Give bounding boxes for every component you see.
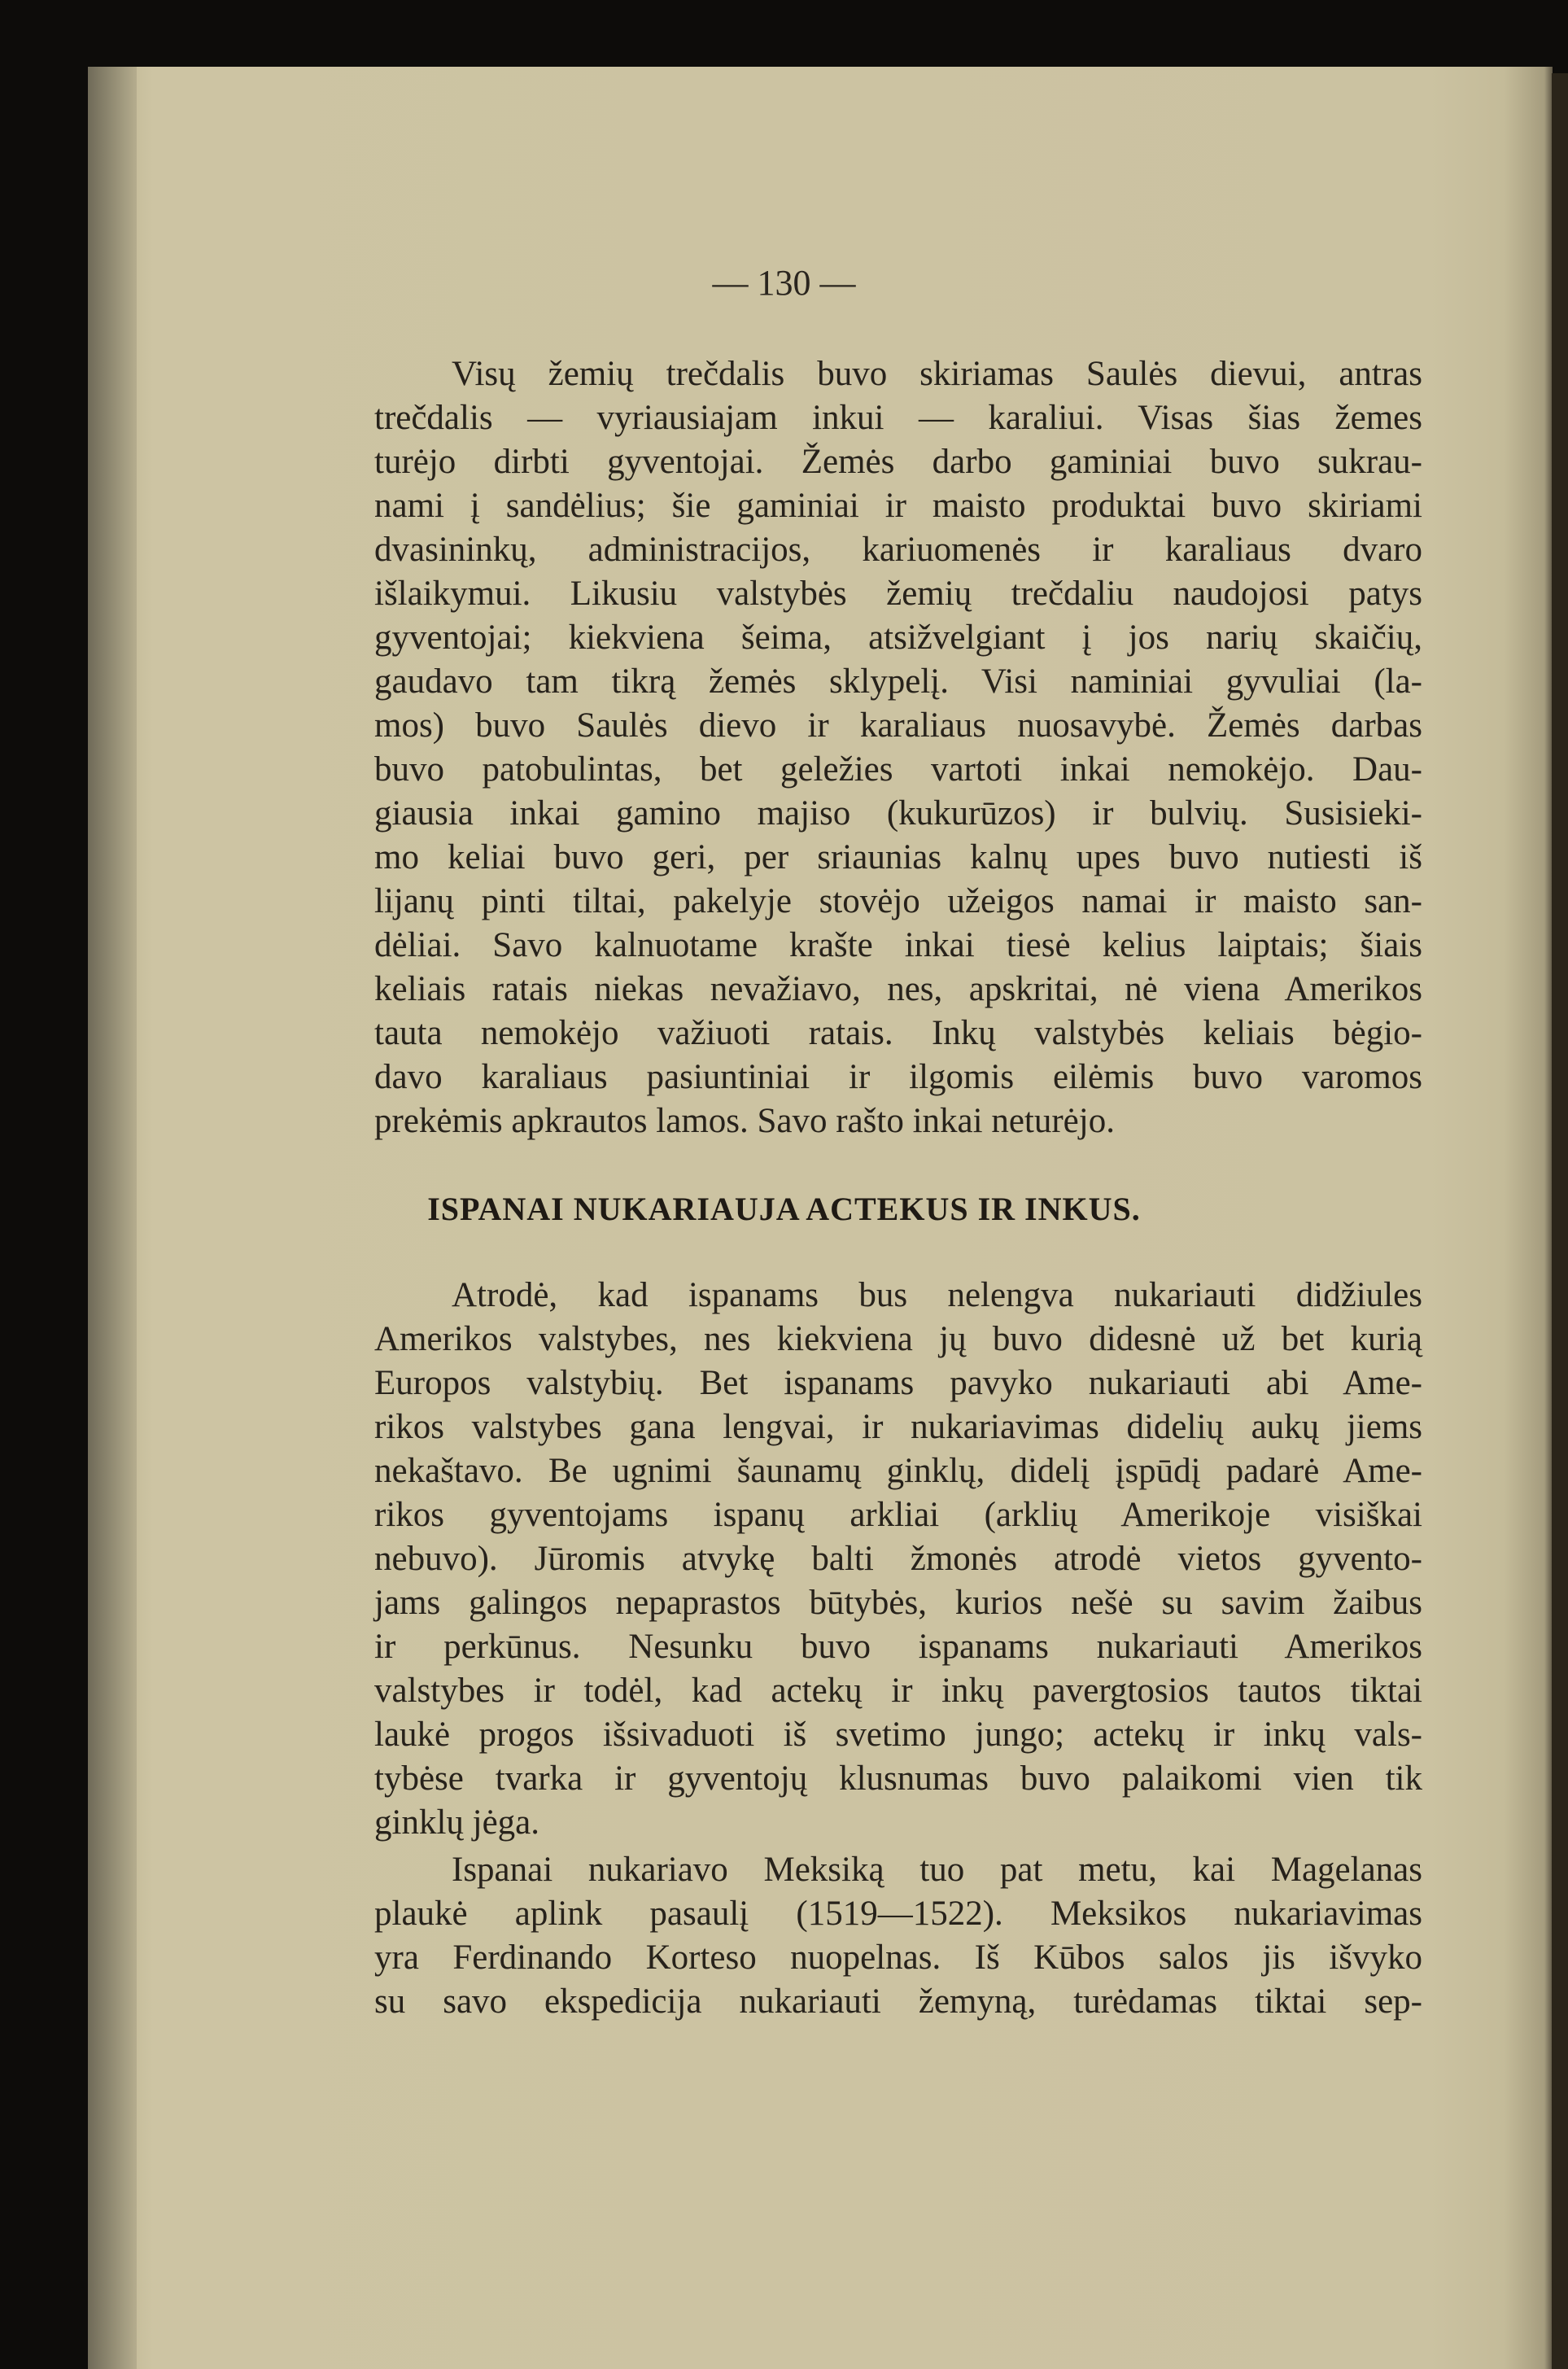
text-line: turėjo dirbti gyventojai. Žemės darbo gaminiai buvo sukrau- <box>374 443 1422 481</box>
text-line: yra Ferdinando Korteso nuopelnas. Iš Kūbos salos jis išvyko <box>374 1938 1422 1977</box>
text-line: Europos valstybių. Bet ispanams pavyko nukariauti abi Ame- <box>374 1364 1422 1402</box>
text-line: valstybes ir todėl, kad actekų ir inkų pavergtosios tautos tiktai <box>374 1672 1422 1710</box>
text-line: prekėmis apkrautos lamos. Savo rašto inkai neturėjo. <box>374 1102 1115 1140</box>
text-line: gyventojai; kiekviena šeima, atsižvelgiant į jos narių skaičių, <box>374 618 1422 657</box>
text-line: su savo ekspedicija nukariauti žemyną, turėdamas tiktai sep- <box>374 1982 1422 2021</box>
text-line: davo karaliaus pasiuntiniai ir ilgomis eilėmis buvo varomos <box>374 1058 1422 1096</box>
text-line: giausia inkai gamino majiso (kukurūzos) ir bulvių. Susisieki- <box>374 794 1422 833</box>
text-line: ir perkūnus. Nesunku buvo ispanams nukariauti Amerikos <box>374 1628 1422 1666</box>
text-line: trečdalis — vyriausiajam inkui — karaliui. Visas šias žemes <box>374 399 1422 437</box>
page-number: — 130 — <box>712 263 856 303</box>
text-line: Visų žemių trečdalis buvo skiriamas Saulės dievui, antras <box>452 355 1422 393</box>
text-line: buvo patobulintas, bet geležies vartoti inkai nemokėjo. Dau- <box>374 750 1422 789</box>
text-line: išlaikymui. Likusiu valstybės žemių trečdaliu naudojosi patys <box>374 575 1422 613</box>
text-line: Ispanai nukariavo Meksiką tuo pat metu, kai Magelanas <box>452 1851 1422 1889</box>
text-line: lijanų pinti tiltai, pakelyje stovėjo užeigos namai ir maisto san- <box>374 882 1422 920</box>
paragraph-mexico-conquest <box>374 1848 1422 2024</box>
text-line: Amerikos valstybes, nes kiekviena jų buvo didesnė už bet kurią <box>374 1320 1422 1358</box>
text-line: laukė progos išsivaduoti iš svetimo jungo; actekų ir inkų vals- <box>374 1716 1422 1754</box>
text-line: tauta nemokėjo važiuoti ratais. Inkų valstybės keliais bėgio- <box>374 1014 1422 1052</box>
text-line: rikos gyventojams ispanų arkliai (arklių Amerikoje visiškai <box>374 1496 1422 1534</box>
text-line: gaudavo tam tikrą žemės sklypelį. Visi naminiai gyvuliai (la- <box>374 662 1422 701</box>
text-line: dėliai. Savo kalnuotame krašte inkai tiesė kelius laiptais; šiais <box>374 926 1422 964</box>
text-line: mo keliai buvo geri, per sriaunias kalnų upes buvo nutiesti iš <box>374 838 1422 876</box>
text-line: tybėse tvarka ir gyventojų klusnumas buvo palaikomi vien tik <box>374 1759 1422 1798</box>
paragraph-spanish-conquest <box>374 1274 1422 1845</box>
text-line: nebuvo). Jūromis atvykę balti žmonės atrodė vietos gyvento- <box>374 1540 1422 1578</box>
text-line: ginklų jėga. <box>374 1803 540 1842</box>
text-line: jams galingos nepaprastos būtybės, kurios nešė su savim žaibus <box>374 1584 1422 1622</box>
text-line: nami į sandėlius; šie gaminiai ir maisto produktai buvo skiriami <box>374 487 1422 525</box>
text-line: nekaštavo. Be ugnimi šaunamų ginklų, didelį įspūdį padarė Ame- <box>374 1452 1422 1490</box>
section-heading: ISPANAI NUKARIAUJA ACTEKUS IR INKUS. <box>427 1191 1141 1227</box>
text-line: Atrodė, kad ispanams bus nelengva nukariauti didžiules <box>452 1276 1422 1314</box>
text-line: dvasininkų, administracijos, kariuomenės ir karaliaus dvaro <box>374 531 1422 569</box>
text-line: mos) buvo Saulės dievo ir karaliaus nuosavybė. Žemės darbas <box>374 706 1422 745</box>
paragraph-inca-lands <box>374 352 1422 1143</box>
text-line: plaukė aplink pasaulį (1519—1522). Meksikos nukariavimas <box>374 1895 1422 1933</box>
text-line: rikos valstybes gana lengvai, ir nukariavimas didelių aukų jiems <box>374 1408 1422 1446</box>
text-line: keliais ratais niekas nevažiavo, nes, apskritai, nė viena Amerikos <box>374 970 1422 1008</box>
